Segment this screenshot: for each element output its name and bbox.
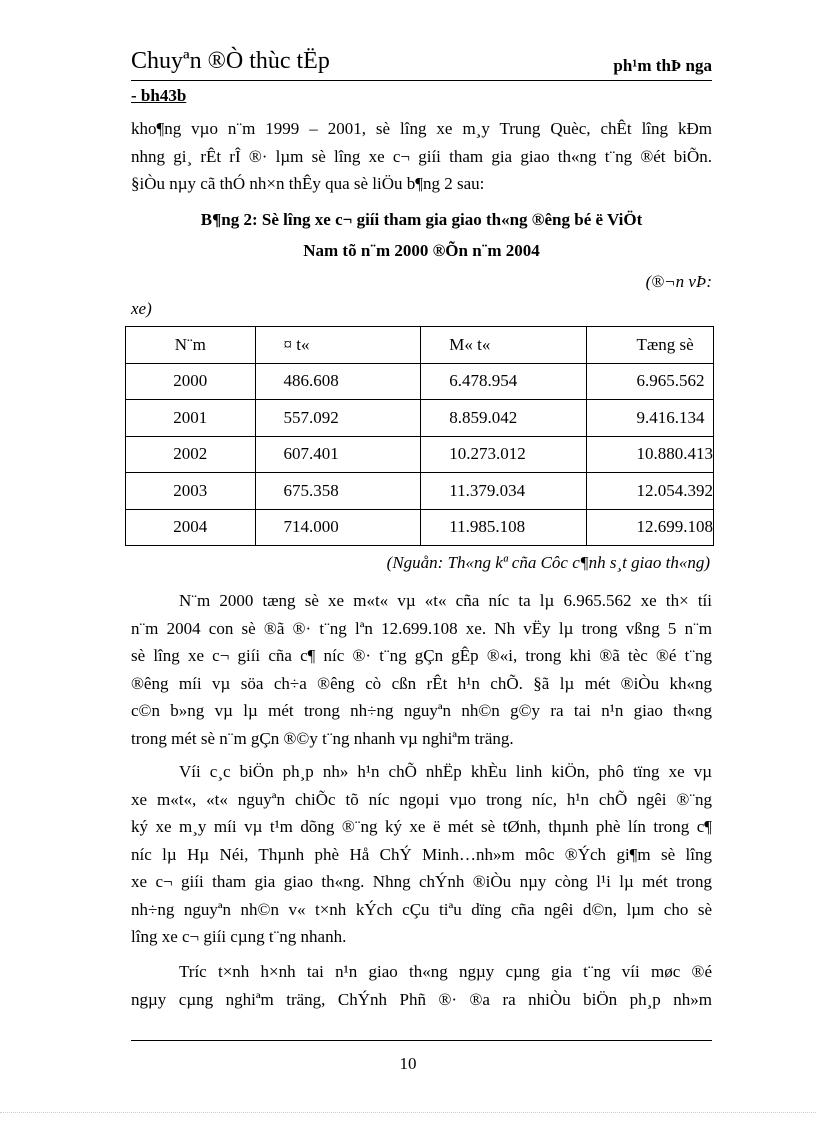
table-row bbox=[126, 436, 714, 473]
table-cell: 6.478.954 bbox=[421, 363, 586, 400]
table-cell: 2003 bbox=[126, 473, 256, 510]
table-cell: 2000 bbox=[126, 363, 256, 400]
column-header-motorbikes: M« t« bbox=[421, 327, 586, 364]
table-cell: 10.273.012 bbox=[421, 436, 586, 473]
text-line: ký xe m¸y míi vµ t¹m dõng ®¨ng ký xe ë mét sè tØnh, thµnh phè lín trong c¶ bbox=[131, 817, 712, 836]
header-title: Chuyªn ®Ò thùc tËp bbox=[131, 48, 330, 74]
table-cell: 10.880.413 bbox=[586, 436, 714, 473]
text-line: n¨m 2004 con sè ®ã ®· t¨ng lªn 12.699.108 xe. Nh vËy lµ trong vßng 5 n¨m bbox=[131, 618, 712, 638]
table-row bbox=[126, 400, 714, 437]
text-line: §iÒu nµy cã thÓ nh×n thÊy qua sè liÖu b¶ng 2 sau: bbox=[131, 174, 485, 193]
table-cell: 6.965.562 bbox=[586, 363, 714, 400]
table-title-line-1: B¶ng 2: Sè lîng xe c¬ giíi tham gia giao th«ng ®êng bé ë ViÖt bbox=[200, 210, 643, 229]
text-line: xe c¬ giíi tham gia giao th«ng. Nhng chÝnh ®iÒu nµy còng l¹i lµ mét trong bbox=[131, 872, 712, 891]
paragraph-measures bbox=[131, 758, 712, 951]
paragraph-intro bbox=[131, 115, 712, 198]
table-cell: 12.699.108 bbox=[586, 509, 714, 546]
text-line: lîng xe c¬ giíi cµng t¨ng nhanh. bbox=[131, 927, 347, 946]
table-source: (Nguån: Th«ng kª cña Côc c¶nh s¸t giao th«ng) bbox=[386, 553, 710, 572]
text-line: Tríc t×nh h×nh tai n¹n giao th«ng ngµy cµng gia t¨ng víi møc ®é bbox=[179, 962, 712, 981]
header-divider bbox=[131, 80, 712, 81]
text-line: ngµy cµng nghiªm träng, ChÝnh Phñ ®· ®a ra nhiÒu biÖn ph¸p nh»m bbox=[131, 989, 712, 1009]
table-cell: 8.859.042 bbox=[421, 400, 586, 437]
table-cell: 9.416.134 bbox=[586, 400, 714, 437]
header-author: ph¹m thÞ nga bbox=[613, 56, 712, 75]
column-header-cars: ¤ t« bbox=[255, 327, 421, 364]
text-line: Víi c¸c biÖn ph¸p nh» h¹n chÕ nhËp khÈu linh kiÖn, phô tïng xe vµ bbox=[179, 762, 712, 781]
table-cell: 607.401 bbox=[255, 436, 421, 473]
paragraph-analysis bbox=[131, 587, 712, 752]
class-code: - bh43b bbox=[131, 86, 187, 105]
table-cell: 2004 bbox=[126, 509, 256, 546]
text-line: sè lîng xe c¬ giíi cña c¶ níc ®· t¨ng gÇn gÊp ®«i, trong khi ®ã tèc ®é t¨ng bbox=[131, 646, 712, 665]
table-unit-label: (®¬n vÞ: bbox=[645, 272, 712, 291]
paragraph-conclusion bbox=[131, 958, 712, 1013]
text-line: c©n b»ng vµ lµ mét trong nh÷ng nguyªn nh©n g©y ra tai n¹n giao th«ng bbox=[131, 701, 712, 720]
text-line: nhng gi¸ rÊt rÎ ®· lµm sè lîng xe c¬ giíi tham gia giao th«ng t¨ng ®ét biÕn. bbox=[131, 146, 712, 166]
text-line: ®êng míi vµ söa ch÷a ®êng cò cßn rÊt h¹n chÕ. §ã lµ mét ®iÒu kh«ng bbox=[131, 673, 712, 693]
table-title-line-2: Nam tõ n¨m 2000 ®Õn n¨m 2004 bbox=[303, 241, 540, 260]
page-header bbox=[131, 46, 712, 80]
table-header-row bbox=[126, 327, 714, 364]
table-cell: 12.054.392 bbox=[586, 473, 714, 510]
column-header-total: Tæng sè bbox=[586, 327, 714, 364]
table-row bbox=[126, 473, 714, 510]
text-line: xe m«t«, «t« nguyªn chiÕc tõ níc ngoµi vµo trong níc, h¹n chÕ ngêi ®¨ng bbox=[131, 789, 712, 809]
text-line: níc lµ Hµ Néi, Thµnh phè Hå ChÝ Minh…nh»m môc ®Ých gi¶m sè lîng bbox=[131, 844, 712, 864]
table-cell: 2002 bbox=[126, 436, 256, 473]
table-cell: 714.000 bbox=[255, 509, 421, 546]
page-number: 10 bbox=[399, 1054, 417, 1073]
table-row bbox=[126, 363, 714, 400]
text-line: kho¶ng vµo n¨m 1999 – 2001, sè lîng xe m¸y Trung Quèc, chÊt lîng kÐm bbox=[131, 119, 712, 138]
table-cell: 11.985.108 bbox=[421, 509, 586, 546]
text-line: trong mét sè n¨m gÇn ®©y t¨ng nhanh vµ nghiªm träng. bbox=[131, 728, 514, 748]
table-cell: 486.608 bbox=[255, 363, 421, 400]
table-title bbox=[131, 204, 712, 266]
table-cell: 675.358 bbox=[255, 473, 421, 510]
vehicle-count-table bbox=[125, 326, 714, 546]
column-header-year: N¨m bbox=[126, 327, 256, 364]
table-cell: 557.092 bbox=[255, 400, 421, 437]
footer-divider bbox=[131, 1040, 712, 1041]
table-cell: 11.379.034 bbox=[421, 473, 586, 510]
table-row bbox=[126, 509, 714, 546]
text-line: nh÷ng nguyªn nh©n v« t×nh kÝch cÇu tiªu dïng cña ngêi d©n, lµm cho sè bbox=[131, 899, 712, 919]
table-unit-label-continued: xe) bbox=[131, 299, 152, 318]
table-cell: 2001 bbox=[126, 400, 256, 437]
text-line: N¨m 2000 tæng sè xe m«t« vµ «t« cña níc ta lµ 6.965.562 xe th× tíi bbox=[179, 591, 712, 610]
page-bottom-edge bbox=[0, 1112, 816, 1113]
